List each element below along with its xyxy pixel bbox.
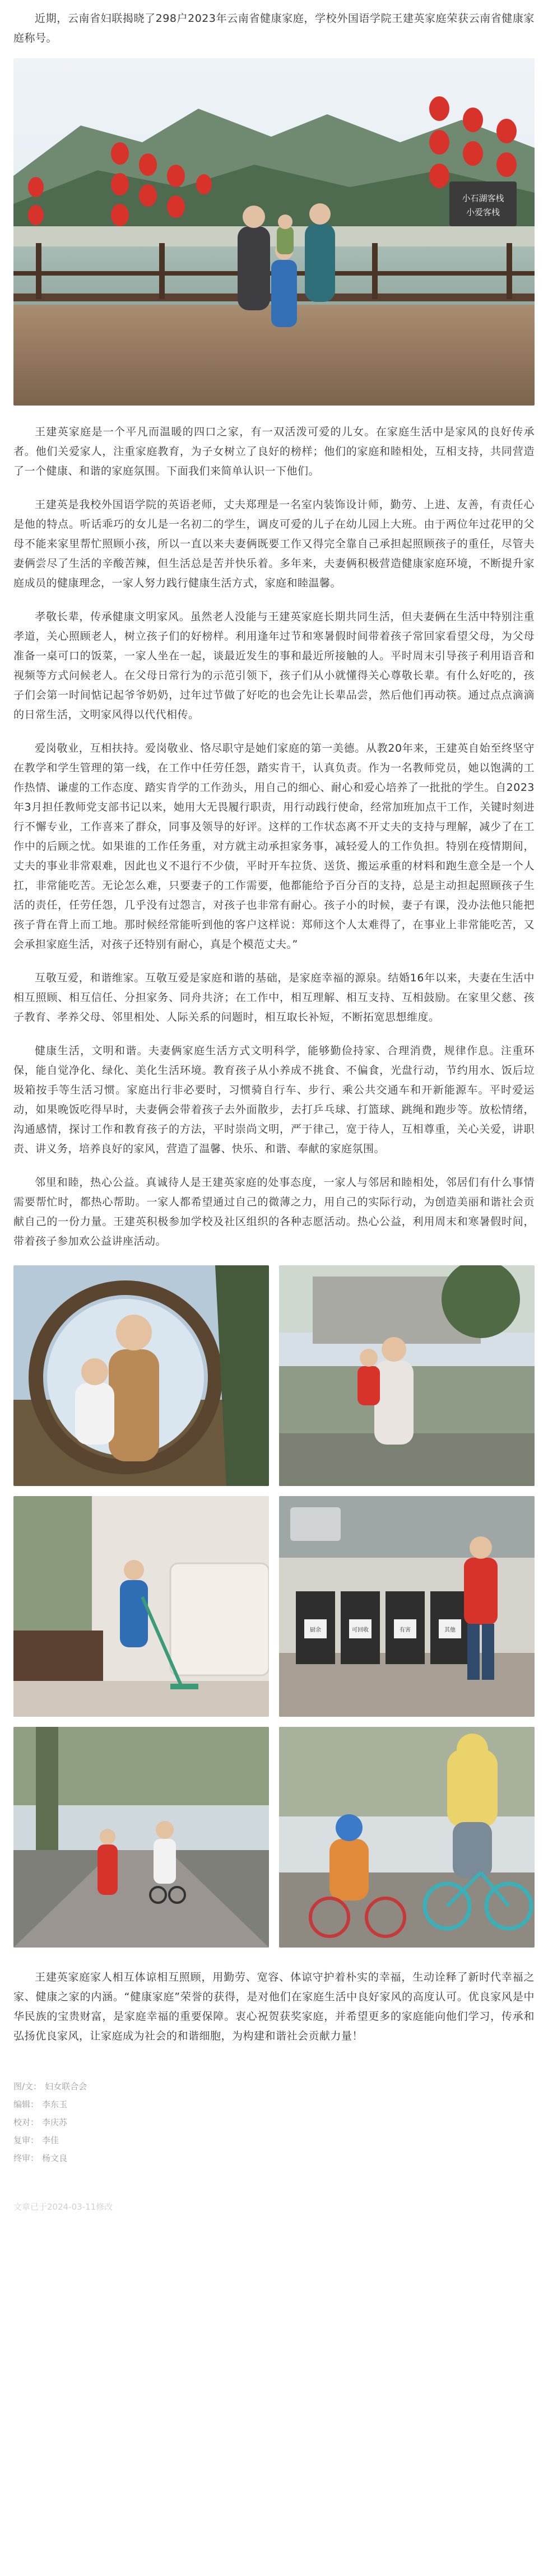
paragraph-respect-elders: 孝敬长辈，传承健康文明家风。虽然老人没能与王建英家庭长期共同生活，但夫妻俩在生活中特别注重孝道，关心照顾老人，树立孩子们的好榜样。利用逢年过节和寒暑假时间带着孩子常回家看望父母，为父母准备一桌可口的饭菜，一家人坐在一起，谈最近发生的事和最近所接触的人。平时周末引导孩子利用语音和视频等方式问候老人。在父母日常行为的示范引领下，孩子们从小就懂得关心尊敬长辈。有什么好吃的，孩子们会第一时间惦记起爷爷奶奶，过年过节做了好吃的也会先让长辈品尝，然后他们再动筷。通过点点滴滴的日常生活，文明家风得以代代相传。 — [13, 611, 535, 721]
hero-sign — [449, 181, 517, 226]
street-walk-photo — [13, 1727, 269, 1948]
paragraph-dedication: 爱岗敬业，互相扶持。爱岗敬业、恪尽职守是她们家庭的第一美德。从教20年来，王建英自始至终坚守在教学和学生管理的第一线，在工作中任劳任怨，踏实肯干，认真负责。作为一名教师党员，她以饱满的工作热情、谦虚的工作态度、踏实肯学的工作劲头，用自己的细心、耐心和爱心培养了一批批的学生。自2023年3月担任教师党支部书记以来，她用大无畏履行职责，用行动践行使命，经常加班加点干工作，关键时刻进行不懈专业，工作喜来了群众，同事及领导的好评。这样的工作状态离不开丈夫的支持与理解，减少了在工作中的后顾之忧。如果谁的工作任务重，对方就主动承担家务事，减轻爱人的工作负担。特别在疫情期间，丈夫的事业非常艰难，因此也义不退行不少债，平时开车拉货、送货、搬运承重的材料和跑生意全是一个人扛，非常能吃苦。无论怎么难，只要妻子的工作需要，他都能给予百分百的支持，总是主动担起照顾孩子生活的责任，任劳任怨，几乎没有过怨言，对孩子也非常有耐心。孩子小的时候，妻子有课，没办法他只能把孩子背在背上而工地。那时候经常能听到他的客户这样说：郑师这个人太难得了，在事业上非常能吃苦，又会承担家庭生活，对孩子还特别有耐心，真是个模范丈夫。” — [13, 742, 535, 951]
paragraph-healthy-life: 健康生活，文明和谐。夫妻俩家庭生活方式文明科学，能够勤俭持家、合理消费，规律作息。注重环保，能自觉净化、绿化、美化生活环境。教育孩子从小养成不挑食、不偏食，光盘行动，节约用水、饭后垃圾箱按手等生活习惯。家庭出行非必要时，习惯骑自行车、步行、乘公共交通车和开新能源车。平时爱运动，如果晚饭吃得早时，夫妻俩会带着孩子去外面散步，去打乒乓球、打篮球、跳绳和跑步等。放松情绪，沟通感情，探讨工作和教育孩子的方法，平时崇尚文明，严于律己，宽于待人，互相尊重，关心关爱，讲职责、讲义务，培养良好的家风，营造了温馨、快乐、和谐、奉献的家庭氛围。 — [13, 1045, 535, 1155]
paragraph-intro: 近期，云南省妇联揭晓了298户2023年云南省健康家庭，学校外国语学院王建英家庭荣获云南省健康家庭称号。 — [13, 12, 535, 44]
garbage-sorting-art — [279, 1496, 535, 1717]
garbage-sorting-photo — [279, 1496, 535, 1717]
paragraph-family-overview: 王建英家庭是一个平凡而温暖的四口之家，有一双活泼可爱的儿女。在家庭生活中是家风的良好传承者。他们关爱家人，注重家庭教育，为子女树立了良好的榜样；他们的家庭和睦相处，互相支持，共同营造了一个健康、和谐的家庭氛围。下面我们来简单认识一下他们。 — [13, 426, 535, 477]
mother-child-nest-art — [13, 1265, 269, 1486]
street-walk-art — [13, 1727, 269, 1948]
trash-bin-label: 厨余 — [310, 1627, 321, 1633]
publish-time: 文章已于2024-03-11修改 — [13, 2202, 113, 2212]
family-lake-photo — [13, 58, 535, 406]
credits — [13, 2077, 535, 2167]
trash-bin-label: 其他 — [444, 1627, 456, 1633]
boy-mopping-photo — [13, 1496, 269, 1717]
paragraph-conclusion: 王建英家庭家人相互体谅相互照顾，用勤劳、宽容、体谅守护着朴实的幸福，生动诠释了新时代幸福之家、健康之家的内涵。“健康家庭”荣誉的获得，是对他们在家庭生活中良好家风的高度认可。优良家风是中华民族的宝贵财富，是家庭幸福的重要保障。衷心祝贺获奖家庭，并希望更多的家庭能向他们学习，传承和弘扬优良家风，让家庭成为社会的和谐细胞，为构建和谐社会贡献力量！ — [13, 1971, 535, 2042]
boy-mopping-art — [13, 1496, 269, 1717]
credit-editor: 编辑： 李东玉 — [13, 2099, 68, 2109]
kids-cycling-art — [279, 1727, 535, 1948]
credit-proofreader: 校对： 李庆苏 — [13, 2117, 68, 2127]
kids-cycling-photo — [279, 1727, 535, 1948]
children-outdoor-photo — [279, 1265, 535, 1486]
mother-child-nest-photo — [13, 1265, 269, 1486]
paragraph-mutual-respect: 互敬互爱，和谐维家。互敬互爱是家庭和谐的基础，是家庭幸福的源泉。结婚16年以来，夫妻在生活中相互照顾、相互信任、分担家务、同舟共济；在工作中，相互理解、相互支持、互相鼓励。在家里父慈、孩子教育、孝养父母、邻里相处、人际关系的问题时，相互取长补短，不断拓宽思想维度。 — [13, 972, 535, 1023]
credit-reviewer: 复审： 李佳 — [13, 2135, 59, 2145]
credit-final-reviewer: 终审： 杨文良 — [13, 2153, 68, 2163]
paragraph-neighbors: 邻里和睦，热心公益。真诚待人是王建英家庭的处事态度，一家人与邻居和睦相处，邻居们有什么事情需要帮忙时，都热心帮助。一家人都希望通过自己的微薄之力，用自己的实际行动，为创造美丽和谐社会贡献自己的一份力量。王建英积极参加学校及社区组织的各种志愿活动。热心公益，利用周末和寒暑假时间，带着孩子参加欢公益讲座活动。 — [13, 1176, 535, 1247]
paragraph-family-members: 王建英是我校外国语学院的英语老师，丈夫郑理是一名室内装饰设计师，勤劳、上进、友善，有责任心是他的特点。听话乖巧的女儿是一名初二的学生，调皮可爱的儿子在幼儿园上大班。由于两位年过花甲的父母不能来家里帮忙照顾小孩，所以一直以来夫妻俩既要工作又得完全靠自己承担起照顾孩子的重任，尽管夫妻俩尝尽了生活的辛酸苦辣，但生活总是苦并快乐着。多年来，夫妻俩积极营造健康家庭环境，不断提升家庭成员的健康理念，一家人努力践行健康生活方式，家庭和睦温馨。 — [13, 499, 535, 589]
credit-author: 图/文： 妇女联合会 — [13, 2081, 87, 2091]
photo-grid — [13, 1265, 535, 1948]
trash-bin-label: 有害 — [400, 1627, 411, 1633]
hero-sign-line1: 小石湖客栈 — [462, 193, 504, 203]
hero-sign-line2: 小爱客栈 — [466, 207, 500, 217]
children-outdoor-art — [279, 1265, 535, 1486]
trash-bin-label: 可回收 — [352, 1627, 369, 1633]
family-lake-photo-art — [13, 58, 535, 406]
